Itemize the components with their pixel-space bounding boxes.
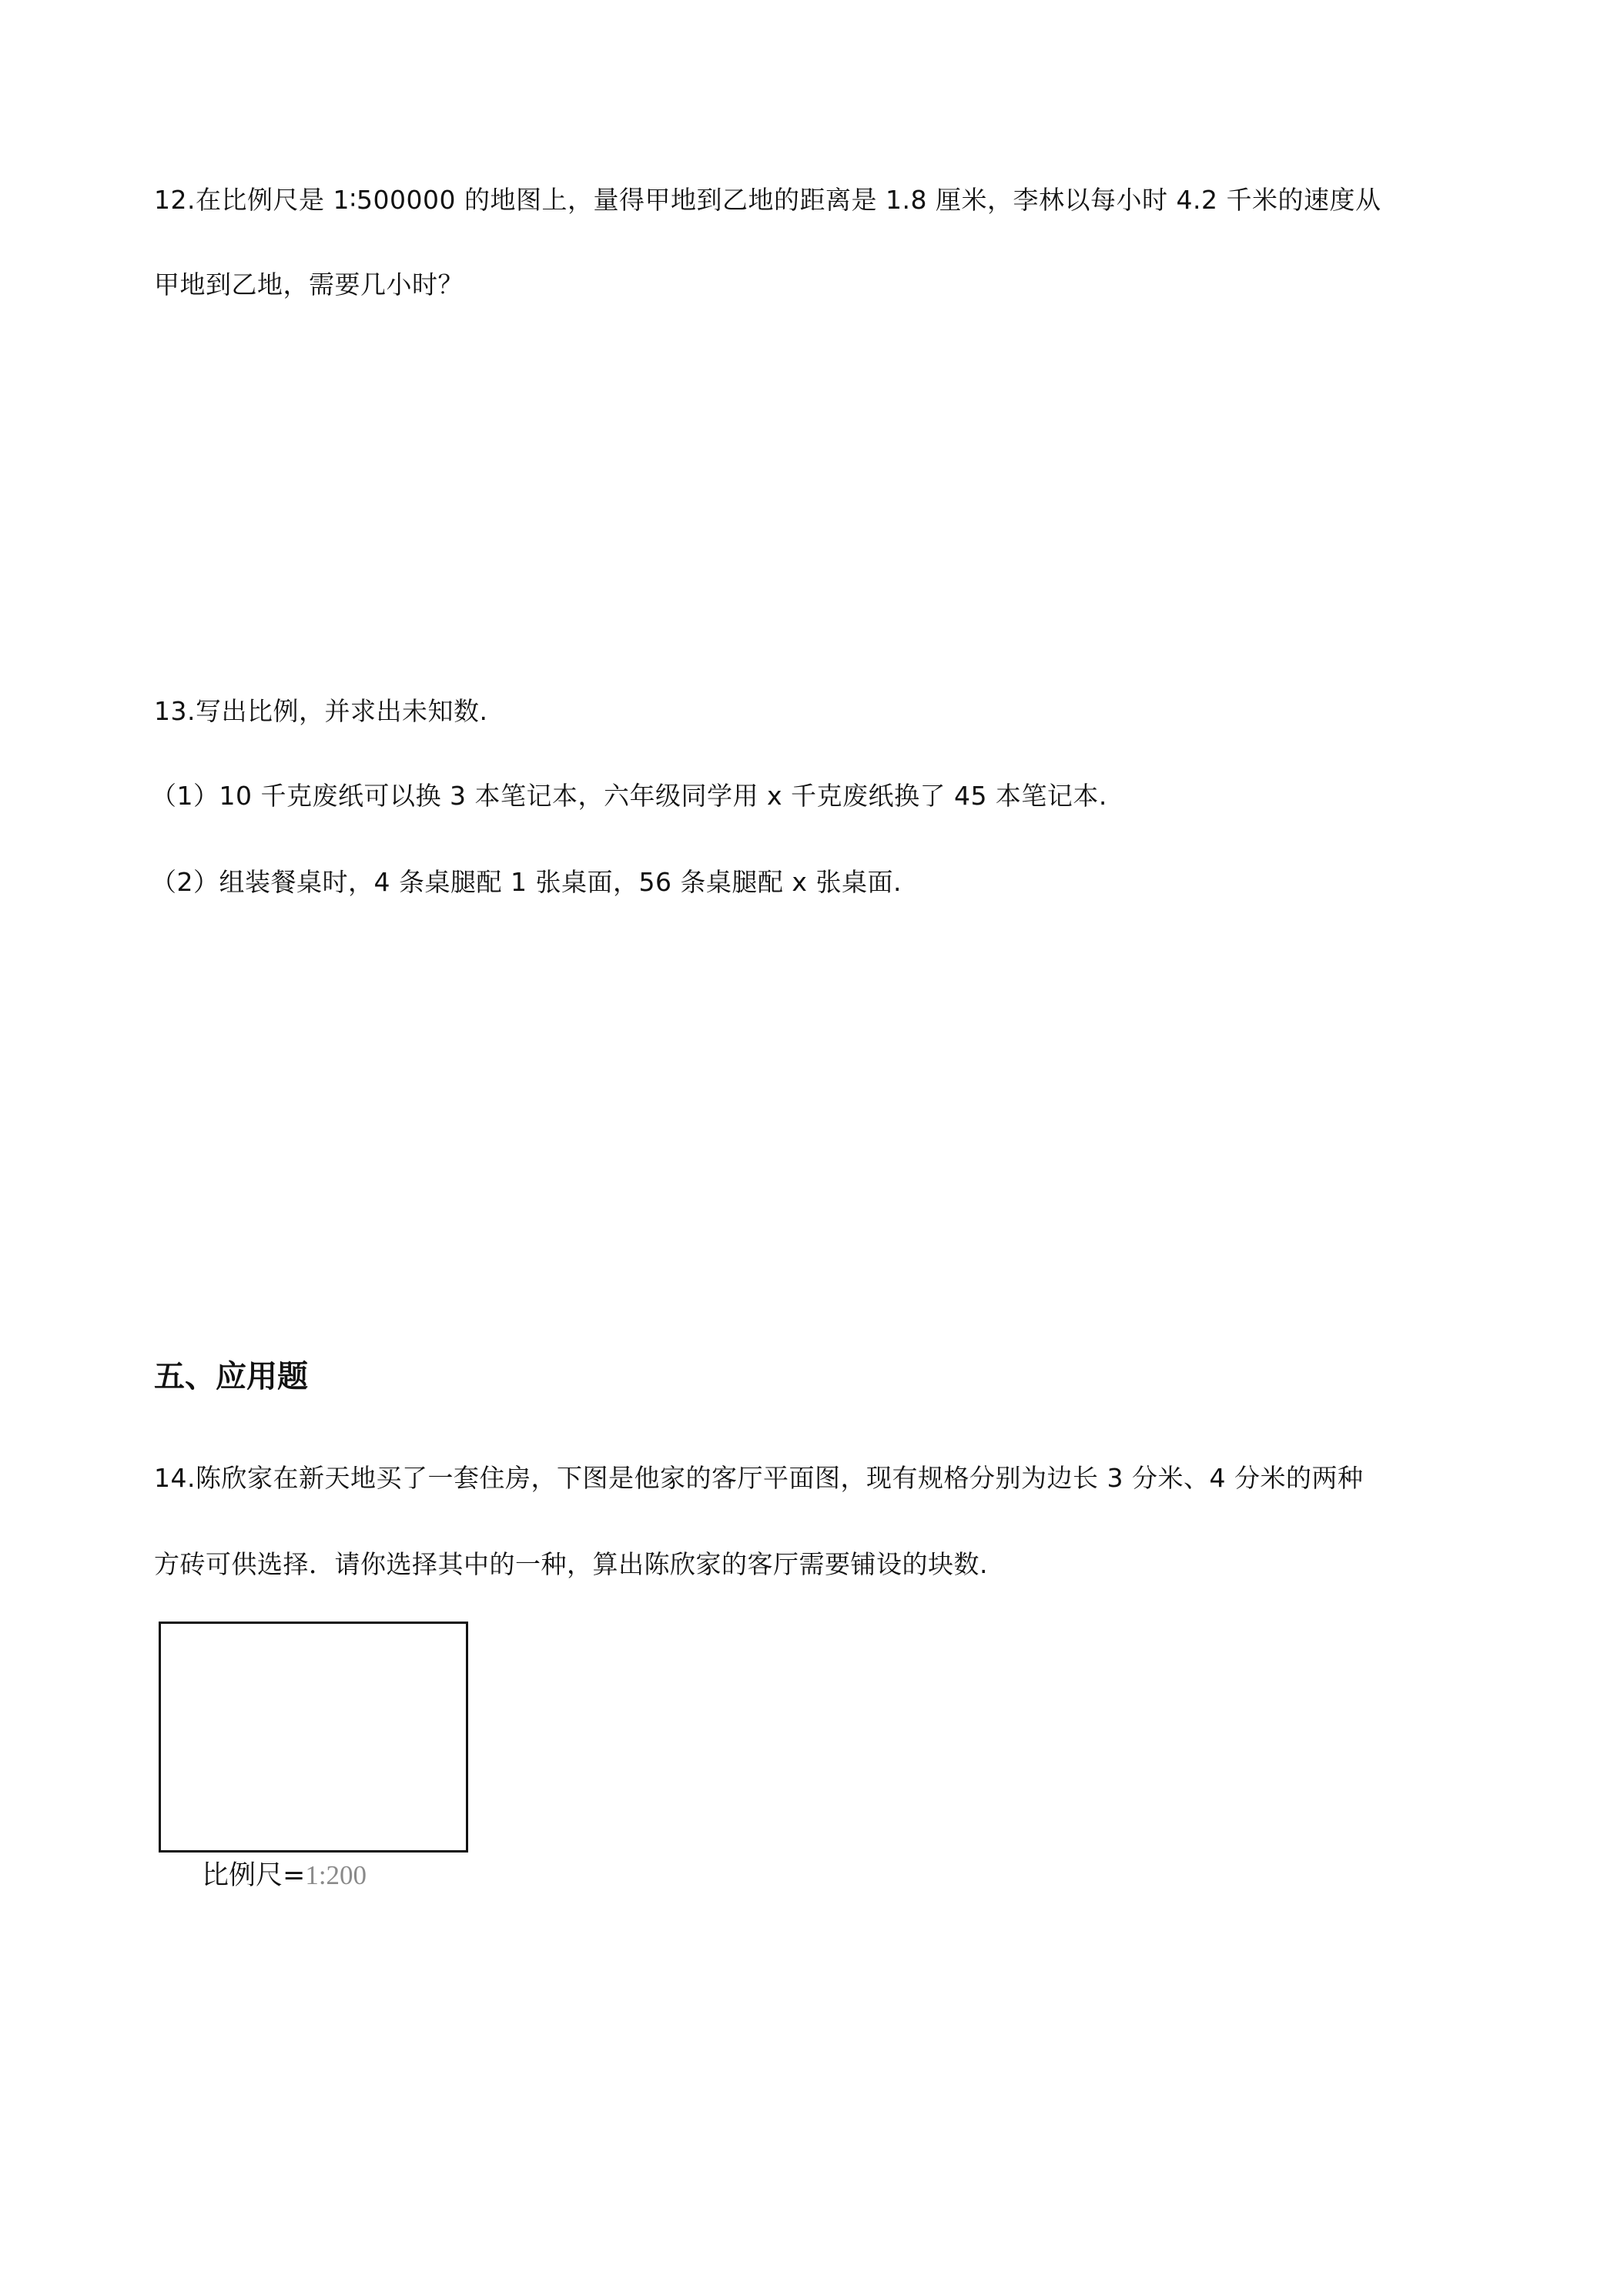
scale-caption	[202, 1857, 367, 1894]
section-heading: 五、应用题	[154, 1359, 308, 1394]
q12-text-line-1: 12.在比例尺是 1∶500000 的地图上，量得甲地到乙地的距离是 1.8 厘米，李林以每小时 4.2 千米的速度从	[154, 185, 1381, 215]
scale-caption-label: 比例尺=	[202, 1860, 306, 1891]
q14-text-line-1: 14.陈欣家在新天地买了一套住房，下图是他家的客厅平面图，现有规格分别为边长 3 分米、4 分米的两种	[154, 1463, 1364, 1493]
scale-caption-value: 1:200	[305, 1860, 367, 1890]
q13-item-2: （2）组装餐桌时，4 条桌腿配 1 张桌面，56 条桌腿配 x 张桌面.	[151, 867, 902, 897]
living-room-floor-plan	[159, 1622, 468, 1853]
q12-text-line-2: 甲地到乙地，需要几小时？	[154, 269, 464, 300]
q14-text-line-2: 方砖可供选择．请你选择其中的一种，算出陈欣家的客厅需要铺设的块数.	[154, 1549, 988, 1579]
q13-item-1: （1）10 千克废纸可以换 3 本笔记本，六年级同学用 x 千克废纸换了 45 本笔记本.	[151, 781, 1107, 811]
q13-title: 13.写出比例，并求出未知数.	[154, 696, 488, 726]
